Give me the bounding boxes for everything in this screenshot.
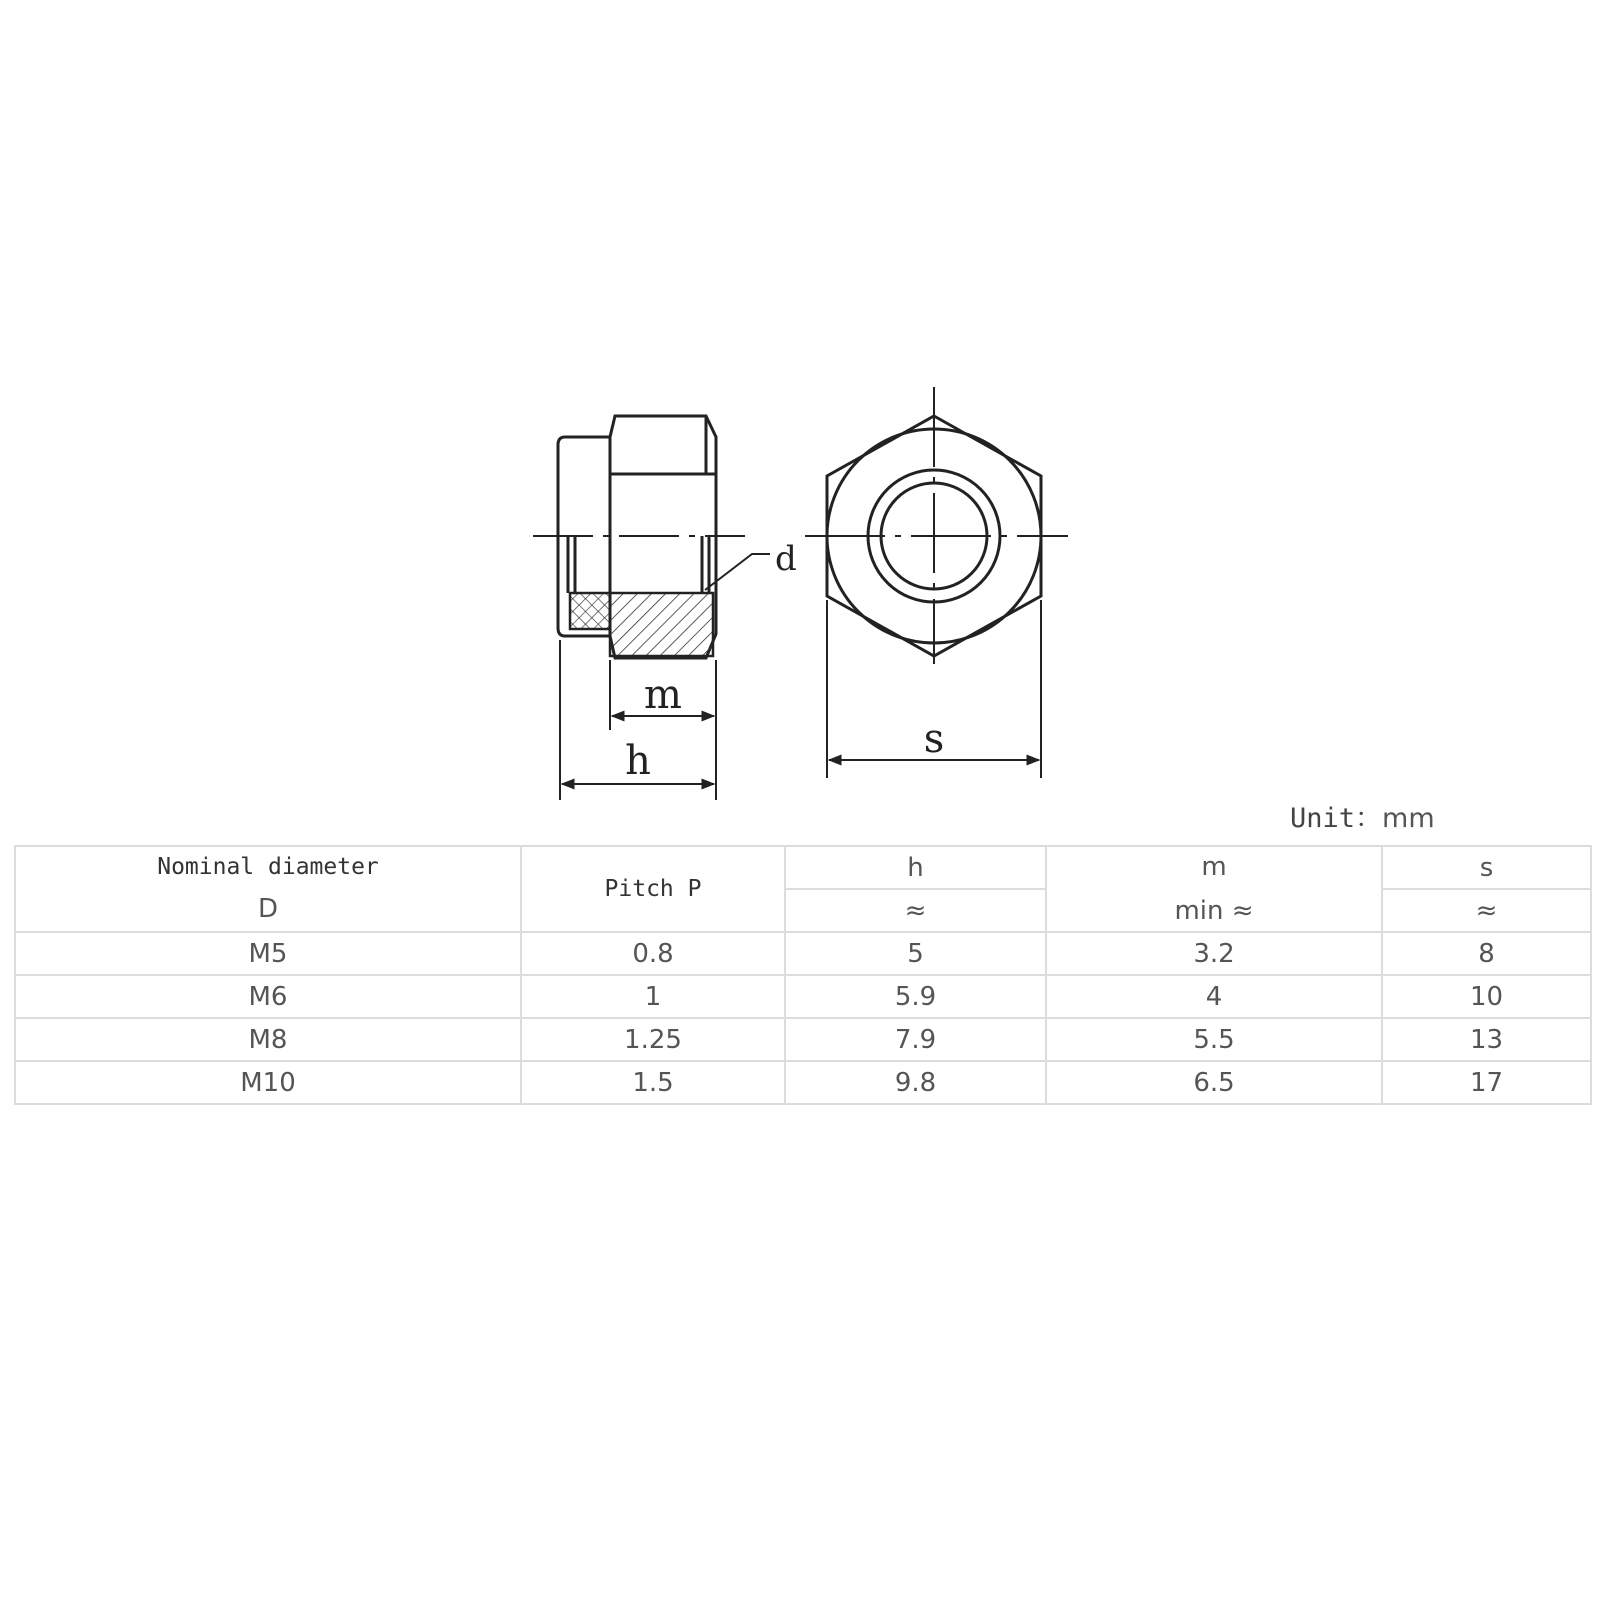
table-row: [15, 932, 1591, 975]
cell-d: M10: [15, 1061, 521, 1104]
cell-h: 7.9: [785, 1018, 1046, 1061]
header-m: [1046, 846, 1382, 932]
nut-body-section: [610, 593, 713, 656]
header-nominal-line1: Nominal diameter: [157, 854, 379, 880]
cell-s: 10: [1382, 975, 1591, 1018]
cell-d: M8: [15, 1018, 521, 1061]
cell-d: M5: [15, 932, 521, 975]
header-m-label: m: [1201, 852, 1227, 882]
header-nominal-diameter: [15, 846, 521, 932]
table-row: [15, 1061, 1591, 1104]
cell-h: 9.8: [785, 1061, 1046, 1104]
cell-pitch: 1.5: [521, 1061, 785, 1104]
cell-s: 17: [1382, 1061, 1591, 1104]
unit-label: [1290, 796, 1435, 835]
cell-pitch: 0.8: [521, 932, 785, 975]
header-s-sub: ≈: [1382, 889, 1591, 932]
header-m-sub: min ≈: [1174, 896, 1254, 926]
header-s: s: [1382, 846, 1591, 889]
header-h-sub: ≈: [785, 889, 1046, 932]
cell-s: 8: [1382, 932, 1591, 975]
header-pitch: Pitch P: [521, 846, 785, 932]
cell-m: 3.2: [1046, 932, 1382, 975]
cell-m: 6.5: [1046, 1061, 1382, 1104]
cell-d: M6: [15, 975, 521, 1018]
header-row: [15, 846, 1591, 889]
cell-m: 5.5: [1046, 1018, 1382, 1061]
cell-pitch: 1.25: [521, 1018, 785, 1061]
table-row: [15, 1018, 1591, 1061]
label-d: d: [775, 539, 797, 579]
unit-prefix: Unit：: [1290, 803, 1383, 834]
cell-pitch: 1: [521, 975, 785, 1018]
nylon-insert-section: [570, 593, 610, 629]
cell-s: 13: [1382, 1018, 1591, 1061]
cell-h: 5: [785, 932, 1046, 975]
spec-table: [14, 845, 1592, 1105]
label-s: s: [923, 716, 945, 762]
header-h: h: [785, 846, 1046, 889]
unit-value: mm: [1382, 803, 1435, 834]
label-m: m: [644, 672, 682, 718]
header-nominal-line2: D: [257, 894, 279, 924]
cell-h: 5.9: [785, 975, 1046, 1018]
table-row: [15, 975, 1591, 1018]
label-h: h: [625, 738, 651, 784]
cell-m: 4: [1046, 975, 1382, 1018]
